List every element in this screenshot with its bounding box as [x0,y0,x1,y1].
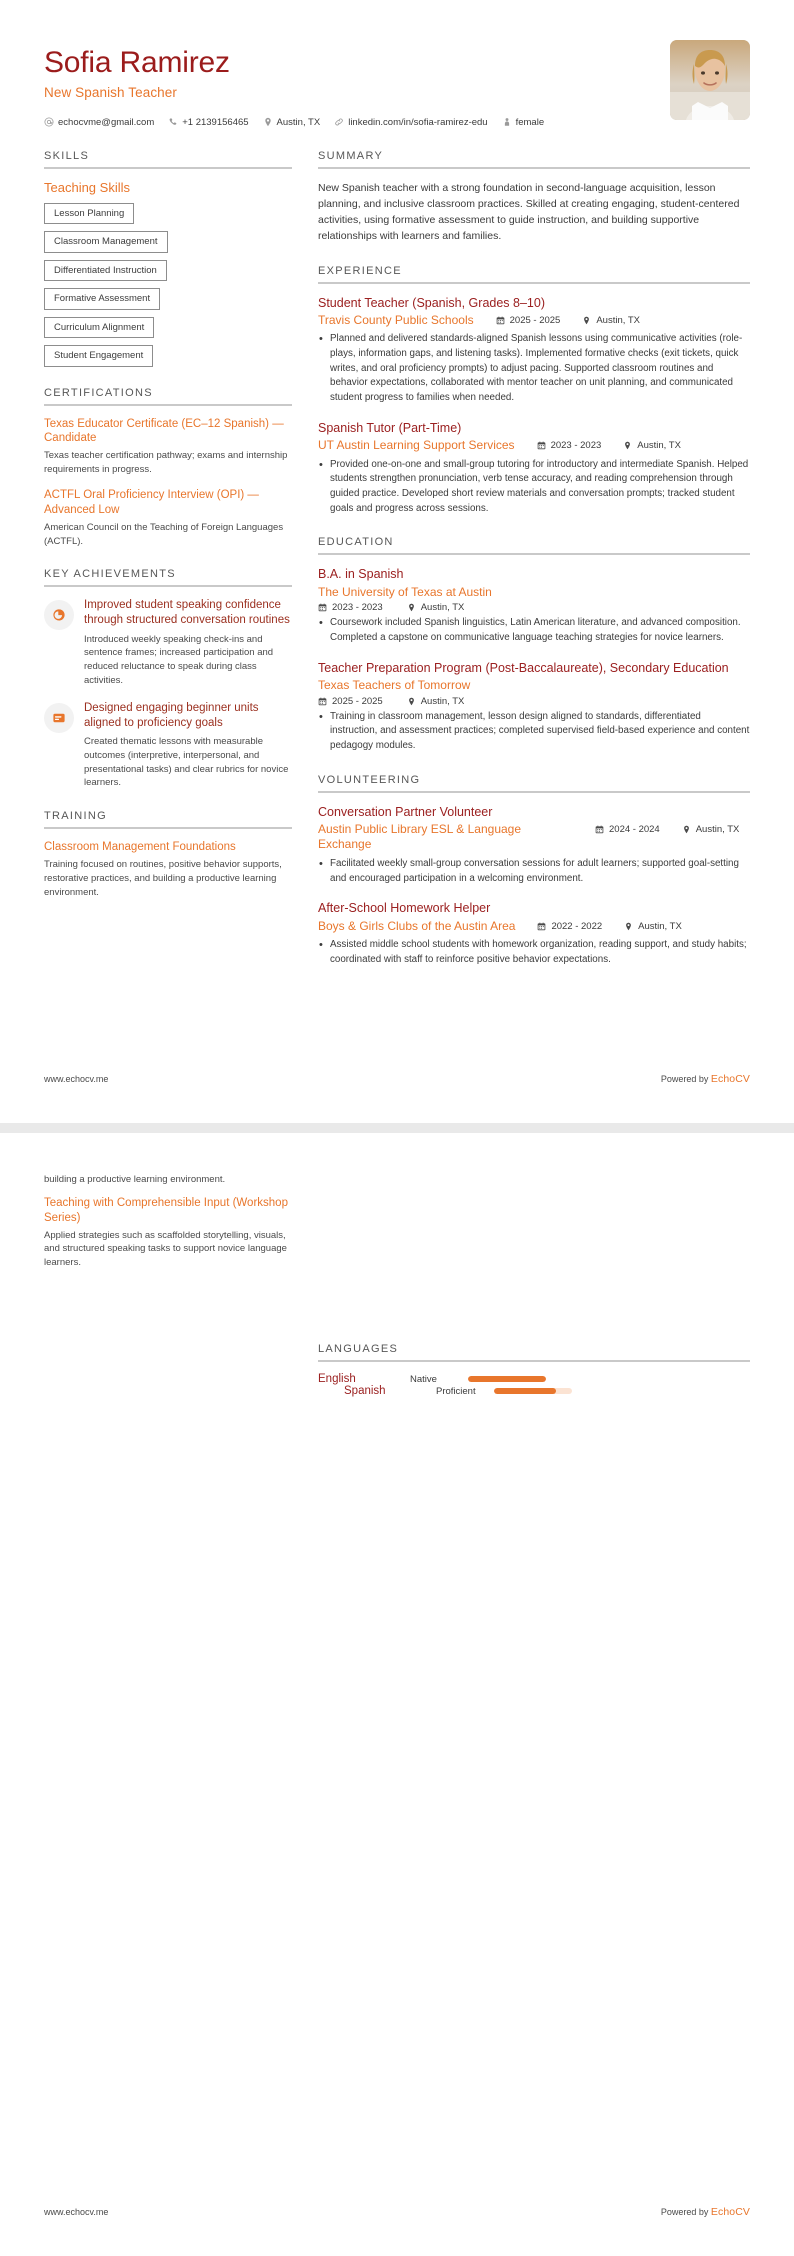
training-item [44,1196,292,1270]
contact-gender-value: female [515,116,545,128]
divider [44,167,292,169]
education-entry [318,566,750,645]
sidebar [44,150,292,920]
page-title: Sofia Ramirez [44,46,230,79]
contact-linkedin-value: linkedin.com/in/sofia-ramirez-edu [348,116,488,128]
achievement-body [84,701,292,790]
training-desc-continued: building a productive learning environment. [44,1174,226,1185]
resume-header [0,0,794,128]
section-education [318,536,750,753]
header-left [44,40,670,128]
resume-body-continued [0,1133,794,1417]
achievement-desc: Introduced weekly speaking check-ins and sentence frames; increased participation and reduced reluctance to speak during class activities. [84,633,274,686]
entry-meta [318,822,750,853]
entry-title: Teacher Preparation Program (Post-Baccalaureate), Secondary Education [318,660,729,675]
entry-org: Austin Public Library ESL & Language Exchange [318,821,522,852]
divider [318,1360,750,1362]
training-desc: Training focused on routines, positive behavior supports, restorative practices, and building a productive learning environment. [44,859,282,898]
entry-org: Travis County Public Schools [318,312,474,327]
sidebar-continued [44,1173,292,1290]
entry-bullets [318,710,750,754]
entry-title: Conversation Partner Volunteer [318,804,493,819]
calendar-icon [595,825,604,834]
entry-location [407,600,465,613]
calendar-icon [496,316,505,325]
entry-meta [318,313,750,329]
location-pin-icon [682,825,691,834]
language-proficiency-bar [468,1376,546,1382]
pie-chart-icon [44,600,74,630]
entry-dates-value: 2025 - 2025 [332,695,383,707]
achievement-item [44,598,292,687]
certification-item [44,417,292,477]
section-heading-key-achievements: KEY ACHIEVEMENTS [44,568,176,581]
link-icon [334,117,344,127]
entry-dates-value: 2023 - 2023 [550,440,602,452]
certification-item [44,488,292,548]
divider [44,585,292,587]
entry-dates [595,822,660,835]
entry-dates [318,600,383,613]
main-column-continued [318,1173,750,1417]
training-item [44,840,292,899]
contact-gender [502,117,545,128]
section-heading-education: EDUCATION [318,536,394,549]
bullet: • Coursework included Spanish linguistics, Latin American literature, and advanced composition. Completed a capstone on communicative language teaching strategies for novice learners. [318,616,750,645]
section-volunteering [318,774,750,968]
contact-location [263,117,321,128]
bullet: • Planned and delivered standards-aligned Spanish lessons using communicative activities (role-plays, information gaps, and listening tasks). Implemented formative checks (exit tickets, quick writes, and oral proficiency prompts) to adjust pacing. Supported classroom routines and behavior expectations, collaborated with mentor teacher on unit planning, and communicated student progress to families when needed. [318,332,750,405]
section-certifications [44,387,292,549]
achievement-title: Designed engaging beginner units aligned to proficiency goals [84,701,259,729]
skill-chip: Classroom Management [44,231,168,253]
entry-bullets [318,458,750,517]
footer-brand-name: EchoCV [710,2206,750,2218]
entry-location [682,822,740,835]
location-pin-icon [407,603,416,612]
entry-bullets [318,938,750,967]
entry-dates [537,919,602,932]
resume-page-2 [0,1133,794,2256]
entry-dates [537,438,602,451]
achievement-body [84,598,292,687]
entry-location [623,438,681,451]
divider [318,791,750,793]
entry-meta [318,600,750,613]
calendar-icon [318,603,327,612]
entry-title: B.A. in Spanish [318,567,404,582]
certification-title: ACTFL Oral Proficiency Interview (OPI) — Advanced Low [44,488,259,516]
volunteering-entry [318,900,750,967]
training-title: Teaching with Comprehensible Input (Workshop Series) [44,1196,288,1224]
calendar-icon [537,922,546,931]
location-pin-icon [263,117,273,127]
skill-group-title: Teaching Skills [44,179,130,195]
section-heading-languages: LANGUAGES [318,1343,399,1355]
skill-chip-list [44,203,292,367]
entry-org: Boys & Girls Clubs of the Austin Area [318,918,516,933]
entry-location [407,694,465,707]
entry-location-value: Austin, TX [638,920,682,932]
entry-dates [496,313,561,326]
divider [318,167,750,169]
language-level: Proficient [436,1385,476,1397]
calendar-icon [318,697,327,706]
location-pin-icon [624,922,633,931]
entry-dates-value: 2023 - 2023 [332,602,383,614]
section-heading-summary: SUMMARY [318,149,384,162]
section-heading-experience: EXPERIENCE [318,264,402,277]
language-item [344,1385,572,1397]
footer-brand [661,2206,750,2218]
achievement-item [44,701,292,790]
divider [318,553,750,555]
contact-phone[interactable] [168,117,248,128]
bullet: • Training in classroom management, lesson design aligned to standards, differentiated instruction, and assessment practices; completed supervised field-based experience and content pedagogy modules. [318,710,750,754]
entry-title: After-School Homework Helper [318,901,491,916]
entry-dates-value: 2024 - 2024 [609,823,660,835]
language-level: Native [410,1373,437,1385]
job-title: New Spanish Teacher [44,84,177,100]
language-list [318,1373,750,1397]
location-pin-icon [582,316,591,325]
skill-chip: Curriculum Alignment [44,317,154,339]
entry-dates-value: 2022 - 2022 [551,920,603,932]
certification-desc: American Council on the Teaching of Foreign Languages (ACTFL). [44,521,284,547]
section-heading-certifications: CERTIFICATIONS [44,386,153,399]
footer-powered-label: Powered by [660,1074,711,1084]
section-heading-training: TRAINING [44,810,107,823]
entry-bullets [318,616,750,645]
location-pin-icon [407,697,416,706]
section-experience [318,265,750,517]
language-name: Spanish [344,1385,386,1397]
section-skills [44,150,292,367]
page-footer [44,2206,750,2218]
entry-dates-value: 2025 - 2025 [509,314,561,326]
entry-location [624,919,682,932]
skill-chip: Student Engagement [44,345,153,367]
resume-page-1 [0,0,794,1123]
achievement-title: Improved student speaking confidence through structured conversation routines [84,599,290,627]
bullet: • Assisted middle school students with homework organization, reading support, and study habits; coordinated with staff to reinforce positive behavior expectations. [318,938,750,967]
skill-chip: Lesson Planning [44,203,134,225]
entry-location-value: Austin, TX [420,602,465,614]
divider [44,404,292,406]
main-column [318,150,750,988]
section-training [44,810,292,899]
contact-row [44,117,670,128]
footer-brand [661,1073,750,1085]
entry-meta [318,694,750,707]
section-heading-skills: SKILLS [44,149,90,162]
page-separator [0,1123,794,1133]
calendar-icon [537,441,546,450]
skill-chip: Differentiated Instruction [44,260,167,282]
bullet: • Provided one-on-one and small-group tutoring for introductory and intermediate Spanish. Helped students strengthen pronunciation, verb tense accuracy, and reading comprehension through guided practice. Developed short review materials and conversation prompts; tracked student goals and progress across sessions. [318,458,750,517]
summary-text: New Spanish teacher with a strong foundation in second-language acquisition, lesson planning, and inclusive classroom practices. Skilled at creating engaging, student-centered activities, using formative assessment to guide instruction, and building supportive relationships with learners and families. [318,181,740,243]
contact-location-value: Austin, TX [276,116,321,128]
card-icon [44,703,74,733]
experience-entry [318,295,750,406]
email-icon [44,117,54,127]
entry-title: Spanish Tutor (Part-Time) [318,420,462,435]
entry-location-value: Austin, TX [695,823,740,835]
language-proficiency-bar [494,1388,572,1394]
language-name: English [318,1373,356,1385]
page-footer [44,1073,750,1085]
location-pin-icon [623,441,632,450]
training-desc: Applied strategies such as scaffolded storytelling, visuals, and structured speaking tasks to support novice language learners. [44,1229,287,1269]
entry-bullets [318,857,750,886]
section-languages [318,1343,750,1397]
section-heading-volunteering: VOLUNTEERING [318,773,421,786]
achievement-desc: Created thematic lessons with measurable outcomes (interpretive, interpersonal, and presentational tasks) and clear rubrics for novice learners. [84,736,289,789]
experience-entry [318,420,750,517]
entry-org: UT Austin Learning Support Services [318,438,515,453]
footer-powered-label: Powered by [660,2207,711,2217]
section-summary [318,150,750,245]
certification-title: Texas Educator Certificate (EC–12 Spanish) — Candidate [44,417,284,445]
entry-meta [318,438,750,454]
contact-linkedin[interactable] [334,117,487,128]
bullet: • Facilitated weekly small-group conversation sessions for adult learners; supported goal-setting and encouraged participation in a welcoming environment. [318,857,750,886]
footer-brand-name: EchoCV [710,1073,750,1085]
entry-meta [318,919,750,935]
entry-location-value: Austin, TX [420,695,465,707]
entry-dates [318,694,383,707]
avatar [670,40,750,120]
footer-website[interactable]: www.echocv.me [44,2207,109,2217]
entry-location-value: Austin, TX [596,314,640,326]
section-key-achievements [44,568,292,790]
entry-location [582,313,640,326]
contact-phone-value: +1 2139156465 [182,116,249,128]
contact-email[interactable] [44,117,154,128]
phone-icon [168,117,178,127]
contact-email-value: echocvme@gmail.com [58,116,155,128]
entry-location-value: Austin, TX [637,440,681,452]
resume-body [0,128,794,988]
divider [318,282,750,284]
divider [44,827,292,829]
footer-website[interactable]: www.echocv.me [44,1074,109,1084]
entry-org: The University of Texas at Austin [318,584,492,599]
entry-org: Texas Teachers of Tomorrow [318,677,471,692]
certification-desc: Texas teacher certification pathway; exams and internship requirements in progress. [44,450,288,476]
language-item [318,1373,546,1385]
skill-chip: Formative Assessment [44,288,160,310]
section-training-continued [44,1173,292,1270]
training-title: Classroom Management Foundations [44,841,236,854]
entry-bullets [318,332,750,405]
volunteering-entry [318,804,750,887]
education-entry [318,660,750,754]
person-icon [502,117,512,127]
entry-title: Student Teacher (Spanish, Grades 8–10) [318,295,545,310]
